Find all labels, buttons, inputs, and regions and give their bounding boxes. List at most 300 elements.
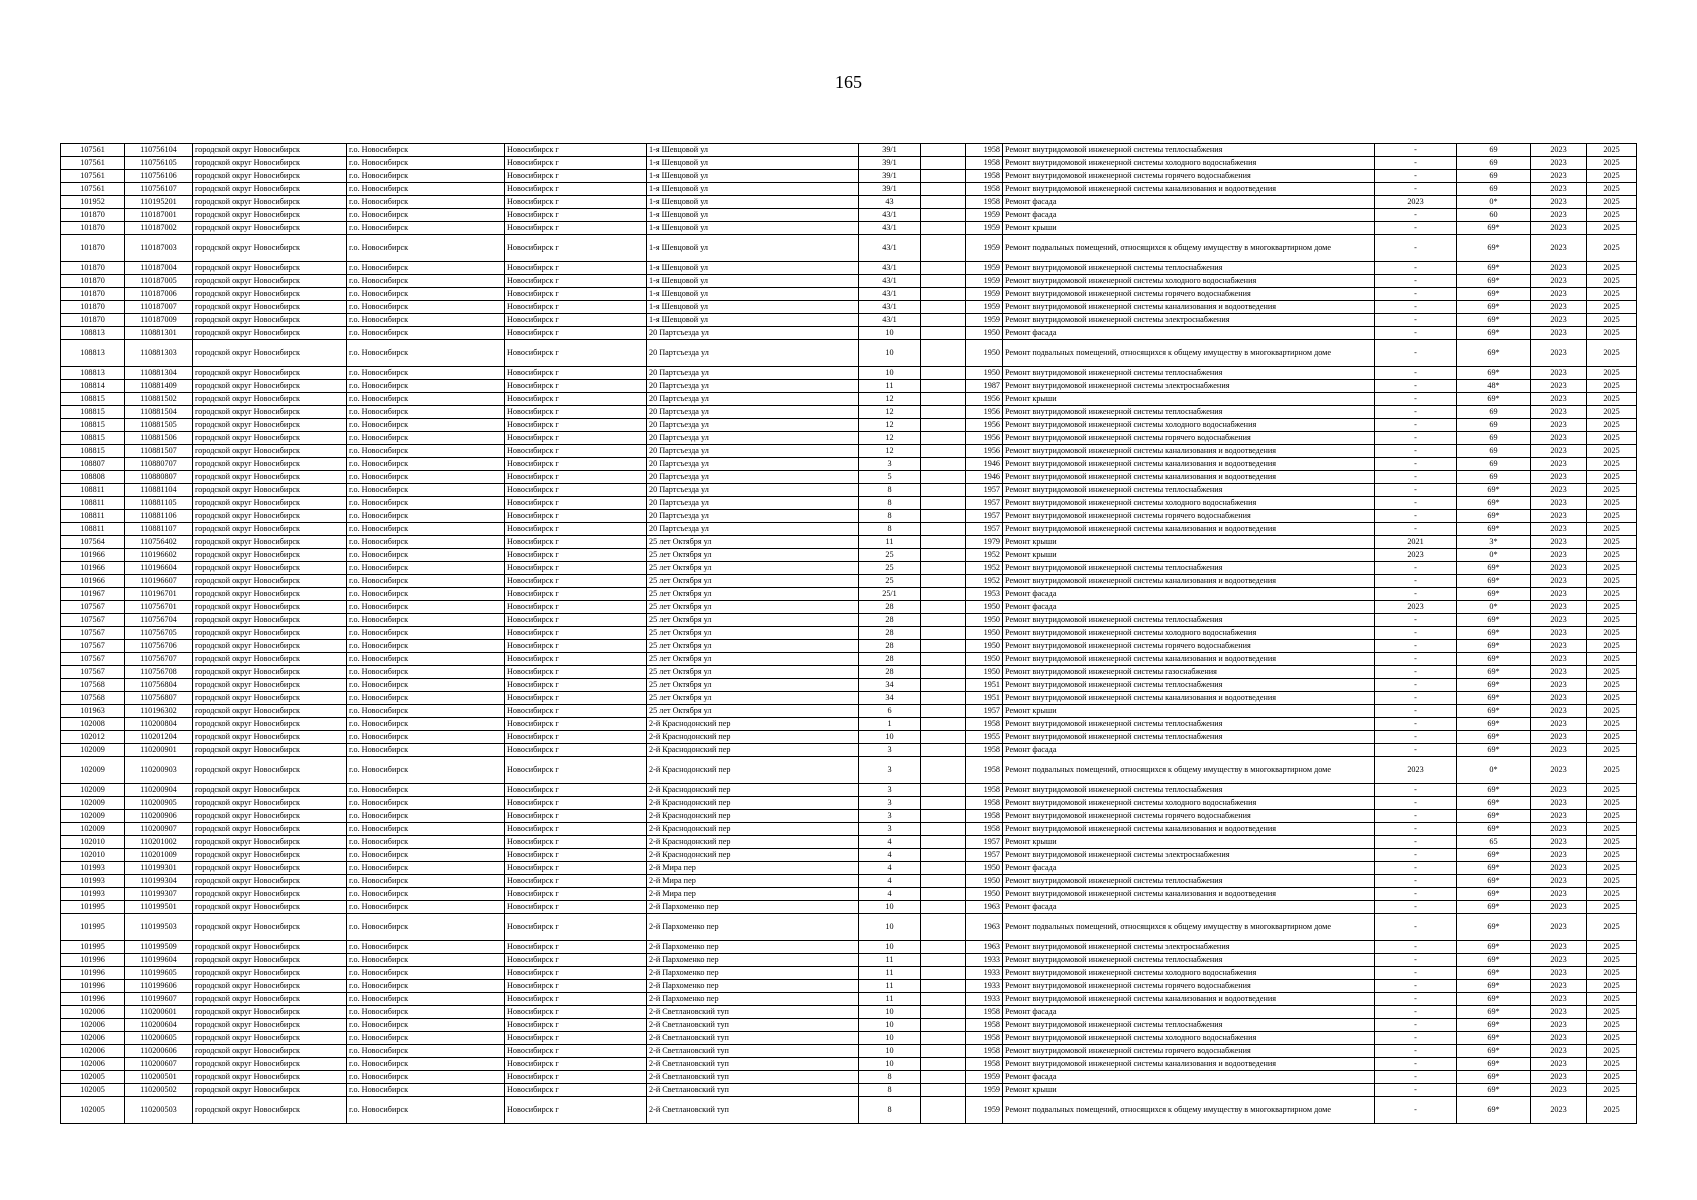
cell-settlement: г.о. Новосибирск <box>347 954 505 967</box>
cell-work-type: Ремонт фасада <box>1003 601 1375 614</box>
cell-city: Новосибирск г <box>505 471 647 484</box>
cell-work-type: Ремонт крыши <box>1003 705 1375 718</box>
cell-plan-start: 2023 <box>1531 471 1587 484</box>
cell-settlement: г.о. Новосибирск <box>347 941 505 954</box>
cell-plan-start: 2023 <box>1531 497 1587 510</box>
cell-settlement: г.о. Новосибирск <box>347 784 505 797</box>
cell-plan-start: 2023 <box>1531 183 1587 196</box>
cell-municipality: городской округ Новосибирск <box>193 941 347 954</box>
cell-plan-end: 2025 <box>1587 1045 1637 1058</box>
cell-build-year: 1950 <box>966 888 1003 901</box>
cell-municipality: городской округ Новосибирск <box>193 614 347 627</box>
table-row <box>61 549 1637 562</box>
cell-wear: 69* <box>1457 588 1531 601</box>
cell-build-year: 1952 <box>966 562 1003 575</box>
cell-wear: 69* <box>1457 1084 1531 1097</box>
cell-street: 25 лет Октября ул <box>647 601 859 614</box>
cell-work-id: 110187001 <box>125 209 193 222</box>
cell-plan-start: 2023 <box>1531 1032 1587 1045</box>
cell-plan-end: 2025 <box>1587 836 1637 849</box>
cell-house-id: 101966 <box>61 562 125 575</box>
cell-blank <box>921 601 966 614</box>
cell-city: Новосибирск г <box>505 888 647 901</box>
cell-wear: 69* <box>1457 849 1531 862</box>
cell-house-id: 107567 <box>61 640 125 653</box>
cell-work-id: 110756706 <box>125 640 193 653</box>
cell-plan-start: 2023 <box>1531 222 1587 235</box>
cell-wear: 69* <box>1457 510 1531 523</box>
cell-build-year: 1956 <box>966 393 1003 406</box>
cell-work-type: Ремонт подвальных помещений, относящихся к общему имуществу в многоквартирном доме <box>1003 757 1375 784</box>
cell-settlement: г.о. Новосибирск <box>347 458 505 471</box>
cell-municipality: городской округ Новосибирск <box>193 823 347 836</box>
cell-house-number: 28 <box>859 653 921 666</box>
cell-house-id: 102010 <box>61 849 125 862</box>
cell-work-id: 110196701 <box>125 588 193 601</box>
cell-work-id: 110199304 <box>125 875 193 888</box>
cell-blank <box>921 941 966 954</box>
cell-wear: 69* <box>1457 614 1531 627</box>
cell-work-id: 110200904 <box>125 784 193 797</box>
cell-house-id: 102005 <box>61 1071 125 1084</box>
cell-last-repair-year: - <box>1375 1019 1457 1032</box>
cell-plan-end: 2025 <box>1587 314 1637 327</box>
cell-plan-start: 2023 <box>1531 967 1587 980</box>
cell-city: Новосибирск г <box>505 757 647 784</box>
cell-city: Новосибирск г <box>505 980 647 993</box>
table-row <box>61 497 1637 510</box>
cell-municipality: городской округ Новосибирск <box>193 954 347 967</box>
cell-house-number: 28 <box>859 614 921 627</box>
cell-blank <box>921 757 966 784</box>
cell-build-year: 1958 <box>966 797 1003 810</box>
cell-last-repair-year: - <box>1375 367 1457 380</box>
cell-work-type: Ремонт внутридомовой инженерной системы электроснабжения <box>1003 849 1375 862</box>
cell-plan-end: 2025 <box>1587 170 1637 183</box>
cell-house-number: 43/1 <box>859 222 921 235</box>
cell-build-year: 1958 <box>966 1045 1003 1058</box>
cell-build-year: 1958 <box>966 784 1003 797</box>
cell-plan-start: 2023 <box>1531 1058 1587 1071</box>
table-row <box>61 209 1637 222</box>
cell-blank <box>921 797 966 810</box>
cell-last-repair-year: - <box>1375 640 1457 653</box>
cell-work-type: Ремонт внутридомовой инженерной системы электроснабжения <box>1003 941 1375 954</box>
table-row <box>61 183 1637 196</box>
cell-last-repair-year: - <box>1375 980 1457 993</box>
cell-work-type: Ремонт подвальных помещений, относящихся к общему имуществу в многоквартирном доме <box>1003 914 1375 941</box>
cell-street: 2-й Светлановский туп <box>647 1019 859 1032</box>
cell-plan-start: 2023 <box>1531 823 1587 836</box>
cell-street: 2-й Краснодонский пер <box>647 718 859 731</box>
cell-plan-end: 2025 <box>1587 406 1637 419</box>
cell-work-id: 110200905 <box>125 797 193 810</box>
cell-blank <box>921 157 966 170</box>
cell-settlement: г.о. Новосибирск <box>347 901 505 914</box>
cell-house-number: 28 <box>859 601 921 614</box>
cell-build-year: 1956 <box>966 406 1003 419</box>
cell-build-year: 1963 <box>966 914 1003 941</box>
cell-work-type: Ремонт внутридомовой инженерной системы канализования и водоотведения <box>1003 575 1375 588</box>
cell-wear: 69* <box>1457 562 1531 575</box>
cell-municipality: городской округ Новосибирск <box>193 222 347 235</box>
cell-house-number: 11 <box>859 954 921 967</box>
table-row <box>61 562 1637 575</box>
cell-build-year: 1959 <box>966 209 1003 222</box>
cell-street: 25 лет Октября ул <box>647 536 859 549</box>
cell-plan-start: 2023 <box>1531 588 1587 601</box>
cell-city: Новосибирск г <box>505 367 647 380</box>
cell-last-repair-year: - <box>1375 862 1457 875</box>
cell-house-id: 102009 <box>61 823 125 836</box>
cell-city: Новосибирск г <box>505 301 647 314</box>
cell-plan-end: 2025 <box>1587 222 1637 235</box>
cell-plan-start: 2023 <box>1531 458 1587 471</box>
cell-city: Новосибирск г <box>505 196 647 209</box>
cell-last-repair-year: - <box>1375 888 1457 901</box>
cell-build-year: 1958 <box>966 1019 1003 1032</box>
cell-house-id: 102006 <box>61 1045 125 1058</box>
cell-city: Новосибирск г <box>505 262 647 275</box>
cell-plan-end: 2025 <box>1587 954 1637 967</box>
table-row <box>61 1097 1637 1124</box>
cell-blank <box>921 432 966 445</box>
cell-plan-start: 2023 <box>1531 836 1587 849</box>
cell-city: Новосибирск г <box>505 653 647 666</box>
cell-settlement: г.о. Новосибирск <box>347 549 505 562</box>
cell-settlement: г.о. Новосибирск <box>347 314 505 327</box>
cell-house-id: 101995 <box>61 901 125 914</box>
cell-build-year: 1950 <box>966 875 1003 888</box>
cell-blank <box>921 562 966 575</box>
cell-work-type: Ремонт внутридомовой инженерной системы канализования и водоотведения <box>1003 523 1375 536</box>
cell-city: Новосибирск г <box>505 432 647 445</box>
cell-plan-start: 2023 <box>1531 914 1587 941</box>
cell-wear: 69* <box>1457 523 1531 536</box>
cell-plan-start: 2023 <box>1531 1071 1587 1084</box>
cell-wear: 69* <box>1457 1006 1531 1019</box>
cell-blank <box>921 731 966 744</box>
cell-work-type: Ремонт внутридомовой инженерной системы канализования и водоотведения <box>1003 471 1375 484</box>
cell-municipality: городской округ Новосибирск <box>193 1019 347 1032</box>
cell-street: 2-й Светлановский туп <box>647 1071 859 1084</box>
cell-build-year: 1951 <box>966 679 1003 692</box>
cell-street: 2-й Светлановский туп <box>647 1097 859 1124</box>
cell-blank <box>921 275 966 288</box>
cell-plan-end: 2025 <box>1587 340 1637 367</box>
cell-work-id: 110881504 <box>125 406 193 419</box>
cell-wear: 69* <box>1457 1032 1531 1045</box>
cell-build-year: 1958 <box>966 718 1003 731</box>
cell-house-number: 3 <box>859 784 921 797</box>
cell-street: 20 Партсъезда ул <box>647 445 859 458</box>
cell-plan-end: 2025 <box>1587 823 1637 836</box>
cell-build-year: 1958 <box>966 170 1003 183</box>
cell-wear: 69* <box>1457 797 1531 810</box>
cell-street: 20 Партсъезда ул <box>647 406 859 419</box>
cell-plan-end: 2025 <box>1587 393 1637 406</box>
cell-house-id: 107567 <box>61 614 125 627</box>
cell-work-type: Ремонт крыши <box>1003 549 1375 562</box>
cell-wear: 3* <box>1457 536 1531 549</box>
cell-build-year: 1956 <box>966 432 1003 445</box>
cell-build-year: 1952 <box>966 549 1003 562</box>
cell-plan-start: 2023 <box>1531 718 1587 731</box>
cell-street: 25 лет Октября ул <box>647 679 859 692</box>
cell-plan-start: 2023 <box>1531 380 1587 393</box>
cell-municipality: городской округ Новосибирск <box>193 601 347 614</box>
cell-work-type: Ремонт внутридомовой инженерной системы горячего водоснабжения <box>1003 510 1375 523</box>
cell-street: 25 лет Октября ул <box>647 653 859 666</box>
cell-plan-start: 2023 <box>1531 692 1587 705</box>
cell-house-id: 102005 <box>61 1097 125 1124</box>
table-row <box>61 1045 1637 1058</box>
cell-plan-start: 2023 <box>1531 536 1587 549</box>
cell-municipality: городской округ Новосибирск <box>193 993 347 1006</box>
cell-plan-start: 2023 <box>1531 731 1587 744</box>
cell-last-repair-year: - <box>1375 1032 1457 1045</box>
cell-street: 2-й Пархоменко пер <box>647 941 859 954</box>
cell-blank <box>921 301 966 314</box>
cell-blank <box>921 967 966 980</box>
cell-house-id: 102010 <box>61 836 125 849</box>
cell-plan-start: 2023 <box>1531 301 1587 314</box>
cell-work-type: Ремонт крыши <box>1003 536 1375 549</box>
cell-house-id: 101996 <box>61 954 125 967</box>
table-row <box>61 718 1637 731</box>
cell-last-repair-year: - <box>1375 235 1457 262</box>
table-row <box>61 614 1637 627</box>
cell-plan-start: 2023 <box>1531 1084 1587 1097</box>
cell-settlement: г.о. Новосибирск <box>347 705 505 718</box>
cell-settlement: г.о. Новосибирск <box>347 419 505 432</box>
cell-plan-start: 2023 <box>1531 993 1587 1006</box>
cell-wear: 69* <box>1457 262 1531 275</box>
cell-plan-end: 2025 <box>1587 1084 1637 1097</box>
cell-settlement: г.о. Новосибирск <box>347 562 505 575</box>
table-row <box>61 823 1637 836</box>
cell-build-year: 1951 <box>966 692 1003 705</box>
cell-work-type: Ремонт внутридомовой инженерной системы горячего водоснабжения <box>1003 1045 1375 1058</box>
cell-work-id: 110881105 <box>125 497 193 510</box>
cell-house-id: 102005 <box>61 1084 125 1097</box>
table-row <box>61 445 1637 458</box>
cell-street: 2-й Мира пер <box>647 875 859 888</box>
cell-street: 2-й Светлановский туп <box>647 1045 859 1058</box>
cell-work-id: 110756707 <box>125 653 193 666</box>
cell-work-type: Ремонт внутридомовой инженерной системы горячего водоснабжения <box>1003 170 1375 183</box>
cell-build-year: 1959 <box>966 1084 1003 1097</box>
cell-street: 25 лет Октября ул <box>647 588 859 601</box>
cell-house-number: 11 <box>859 980 921 993</box>
cell-wear: 69* <box>1457 627 1531 640</box>
cell-last-repair-year: - <box>1375 419 1457 432</box>
cell-house-number: 43/1 <box>859 275 921 288</box>
cell-city: Новосибирск г <box>505 209 647 222</box>
cell-blank <box>921 627 966 640</box>
cell-build-year: 1959 <box>966 275 1003 288</box>
cell-plan-end: 2025 <box>1587 705 1637 718</box>
cell-city: Новосибирск г <box>505 901 647 914</box>
cell-blank <box>921 666 966 679</box>
cell-plan-start: 2023 <box>1531 432 1587 445</box>
cell-last-repair-year: - <box>1375 497 1457 510</box>
cell-last-repair-year: 2023 <box>1375 549 1457 562</box>
cell-work-type: Ремонт подвальных помещений, относящихся к общему имуществу в многоквартирном доме <box>1003 340 1375 367</box>
cell-municipality: городской округ Новосибирск <box>193 1071 347 1084</box>
table-row <box>61 784 1637 797</box>
cell-wear: 69* <box>1457 275 1531 288</box>
cell-street: 1-я Шевцовой ул <box>647 170 859 183</box>
cell-wear: 69* <box>1457 810 1531 823</box>
cell-city: Новосибирск г <box>505 1071 647 1084</box>
cell-wear: 69* <box>1457 235 1531 262</box>
cell-plan-end: 2025 <box>1587 157 1637 170</box>
cell-street: 2-й Краснодонский пер <box>647 810 859 823</box>
cell-work-type: Ремонт внутридомовой инженерной системы канализования и водоотведения <box>1003 692 1375 705</box>
table-row <box>61 757 1637 784</box>
cell-municipality: городской округ Новосибирск <box>193 419 347 432</box>
table-row <box>61 288 1637 301</box>
cell-plan-start: 2023 <box>1531 445 1587 458</box>
cell-wear: 69* <box>1457 1019 1531 1032</box>
cell-last-repair-year: - <box>1375 380 1457 393</box>
cell-city: Новосибирск г <box>505 183 647 196</box>
cell-house-number: 28 <box>859 666 921 679</box>
cell-work-id: 110756804 <box>125 679 193 692</box>
cell-street: 25 лет Октября ул <box>647 575 859 588</box>
cell-build-year: 1959 <box>966 1097 1003 1124</box>
cell-blank <box>921 419 966 432</box>
cell-last-repair-year: - <box>1375 458 1457 471</box>
cell-municipality: городской округ Новосибирск <box>193 562 347 575</box>
cell-municipality: городской округ Новосибирск <box>193 183 347 196</box>
table-row <box>61 536 1637 549</box>
cell-plan-start: 2023 <box>1531 875 1587 888</box>
cell-street: 20 Партсъезда ул <box>647 327 859 340</box>
cell-blank <box>921 393 966 406</box>
cell-build-year: 1946 <box>966 471 1003 484</box>
cell-wear: 60 <box>1457 209 1531 222</box>
cell-plan-end: 2025 <box>1587 235 1637 262</box>
cell-wear: 69* <box>1457 340 1531 367</box>
cell-plan-start: 2023 <box>1531 340 1587 367</box>
cell-plan-start: 2023 <box>1531 901 1587 914</box>
cell-blank <box>921 640 966 653</box>
cell-street: 2-й Краснодонский пер <box>647 849 859 862</box>
cell-blank <box>921 954 966 967</box>
cell-work-type: Ремонт фасада <box>1003 1006 1375 1019</box>
cell-last-repair-year: - <box>1375 993 1457 1006</box>
cell-settlement: г.о. Новосибирск <box>347 367 505 380</box>
cell-municipality: городской округ Новосибирск <box>193 705 347 718</box>
cell-wear: 0* <box>1457 549 1531 562</box>
cell-house-number: 39/1 <box>859 183 921 196</box>
table-row <box>61 235 1637 262</box>
cell-plan-start: 2023 <box>1531 601 1587 614</box>
cell-municipality: городской округ Новосибирск <box>193 471 347 484</box>
cell-work-id: 110200901 <box>125 744 193 757</box>
cell-plan-start: 2023 <box>1531 393 1587 406</box>
cell-city: Новосибирск г <box>505 380 647 393</box>
cell-city: Новосибирск г <box>505 327 647 340</box>
cell-work-type: Ремонт фасада <box>1003 862 1375 875</box>
cell-wear: 69* <box>1457 888 1531 901</box>
cell-municipality: городской округ Новосибирск <box>193 784 347 797</box>
cell-municipality: городской округ Новосибирск <box>193 288 347 301</box>
cell-wear: 69* <box>1457 875 1531 888</box>
cell-municipality: городской округ Новосибирск <box>193 484 347 497</box>
table-row <box>61 640 1637 653</box>
cell-wear: 48* <box>1457 380 1531 393</box>
cell-house-number: 8 <box>859 523 921 536</box>
cell-street: 20 Партсъезда ул <box>647 510 859 523</box>
cell-city: Новосибирск г <box>505 314 647 327</box>
cell-work-id: 110196607 <box>125 575 193 588</box>
cell-work-type: Ремонт внутридомовой инженерной системы электроснабжения <box>1003 380 1375 393</box>
cell-work-type: Ремонт крыши <box>1003 1084 1375 1097</box>
cell-build-year: 1957 <box>966 523 1003 536</box>
cell-work-id: 110199301 <box>125 862 193 875</box>
cell-work-type: Ремонт внутридомовой инженерной системы канализования и водоотведения <box>1003 183 1375 196</box>
cell-municipality: городской округ Новосибирск <box>193 1058 347 1071</box>
cell-municipality: городской округ Новосибирск <box>193 406 347 419</box>
table-row <box>61 601 1637 614</box>
cell-work-type: Ремонт фасада <box>1003 209 1375 222</box>
cell-plan-end: 2025 <box>1587 1032 1637 1045</box>
cell-last-repair-year: - <box>1375 705 1457 718</box>
cell-plan-start: 2023 <box>1531 419 1587 432</box>
cell-build-year: 1958 <box>966 1058 1003 1071</box>
cell-settlement: г.о. Новосибирск <box>347 445 505 458</box>
cell-wear: 69* <box>1457 967 1531 980</box>
cell-settlement: г.о. Новосибирск <box>347 523 505 536</box>
cell-municipality: городской округ Новосибирск <box>193 967 347 980</box>
table-row <box>61 196 1637 209</box>
cell-city: Новосибирск г <box>505 705 647 718</box>
cell-municipality: городской округ Новосибирск <box>193 627 347 640</box>
cell-municipality: городской округ Новосибирск <box>193 458 347 471</box>
cell-settlement: г.о. Новосибирск <box>347 380 505 393</box>
cell-house-number: 11 <box>859 380 921 393</box>
cell-house-id: 102009 <box>61 744 125 757</box>
cell-last-repair-year: - <box>1375 901 1457 914</box>
cell-settlement: г.о. Новосибирск <box>347 640 505 653</box>
cell-work-id: 110200501 <box>125 1071 193 1084</box>
cell-blank <box>921 144 966 157</box>
cell-last-repair-year: 2023 <box>1375 196 1457 209</box>
cell-work-type: Ремонт внутридомовой инженерной системы теплоснабжения <box>1003 954 1375 967</box>
cell-plan-end: 2025 <box>1587 575 1637 588</box>
cell-house-id: 108815 <box>61 419 125 432</box>
cell-plan-end: 2025 <box>1587 183 1637 196</box>
cell-plan-start: 2023 <box>1531 157 1587 170</box>
cell-work-type: Ремонт внутридомовой инженерной системы холодного водоснабжения <box>1003 497 1375 510</box>
cell-last-repair-year: - <box>1375 523 1457 536</box>
cell-house-id: 102009 <box>61 784 125 797</box>
table-row <box>61 1084 1637 1097</box>
cell-settlement: г.о. Новосибирск <box>347 393 505 406</box>
cell-build-year: 1933 <box>966 993 1003 1006</box>
cell-street: 25 лет Октября ул <box>647 666 859 679</box>
cell-wear: 69* <box>1457 653 1531 666</box>
cell-plan-start: 2023 <box>1531 1006 1587 1019</box>
cell-last-repair-year: - <box>1375 144 1457 157</box>
cell-blank <box>921 1032 966 1045</box>
cell-blank <box>921 523 966 536</box>
cell-plan-start: 2023 <box>1531 144 1587 157</box>
cell-house-id: 107567 <box>61 627 125 640</box>
